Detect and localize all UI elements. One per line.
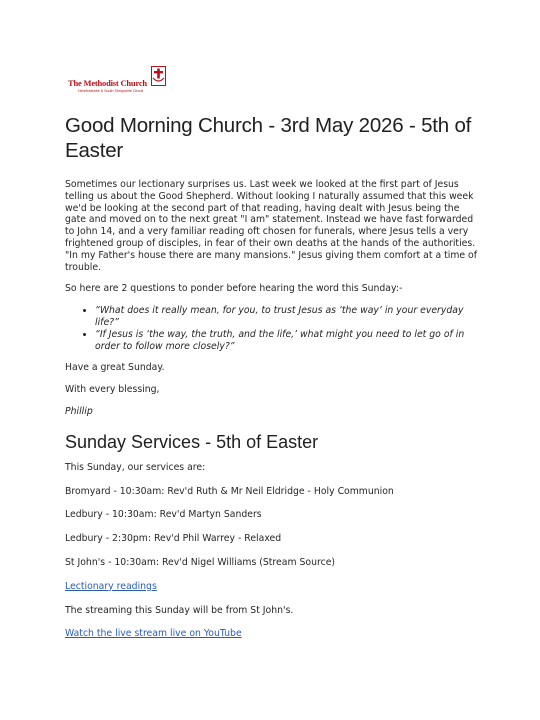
intro-paragraph: Sometimes our lectionary surprises us. Last week we looked at the first part of Jesus telling us about the Good Shepherd. Without looking I naturally assumed that this week we'd be looking at the second part of that reading, having dealt with Jesus being the gate and moved on to the next great "I am" statement. Instead we have fast forwarded to John 14, and a very familiar reading oft chosen for funerals, where Jesus tells a very frightened group of disciples, in fear of their own deaths at the hands of the authorities. "In my Father's house there are many mansions." Jesus giving them comfort at a time of trouble. xyxy=(65,179,478,273)
service-item: St John's - 10:30am: Rev'd Nigel Williams (Stream Source) xyxy=(65,556,336,568)
page-title: Good Morning Church - 3rd May 2026 - 5th of Easter xyxy=(65,114,472,162)
newsletter-content xyxy=(63,113,477,652)
service-item: Ledbury - 2:30pm: Rev'd Phil Warrey - Relaxed xyxy=(65,533,282,545)
closing-line: Have a great Sunday. xyxy=(65,362,165,374)
question-item: • “What does it really mean, for you, to trust Jesus as ‘the way’ in your everyday life?” xyxy=(95,305,477,329)
streaming-note: The streaming this Sunday will be from St John's. xyxy=(65,604,294,616)
questions-list xyxy=(63,305,477,352)
blessing-line: With every blessing, xyxy=(65,384,160,396)
logo-tagline: Herefordshire & South Shropshire Circuit xyxy=(78,89,144,93)
signature: Phillip xyxy=(65,405,93,417)
lectionary-readings-link[interactable]: Lectionary readings xyxy=(65,580,157,592)
services-intro: This Sunday, our services are: xyxy=(65,461,206,473)
questions-intro: So here are 2 questions to ponder before hearing the word this Sunday:- xyxy=(65,283,403,295)
question-item: • “If Jesus is ‘the way, the truth, and the life,’ what might you need to let go of in order to follow more closely?” xyxy=(95,329,477,353)
logo-name: The Methodist Church xyxy=(68,78,147,88)
orb-and-cross-icon xyxy=(151,66,166,86)
methodist-church-logo xyxy=(66,66,168,96)
services-heading: Sunday Services - 5th of Easter xyxy=(65,431,319,452)
youtube-stream-link[interactable]: Watch the live stream live on YouTube xyxy=(65,628,242,640)
service-item: Ledbury - 10:30am: Rev'd Martyn Sanders xyxy=(65,509,262,521)
service-item: Bromyard - 10:30am: Rev'd Ruth & Mr Neil Eldridge - Holy Communion xyxy=(65,485,394,497)
